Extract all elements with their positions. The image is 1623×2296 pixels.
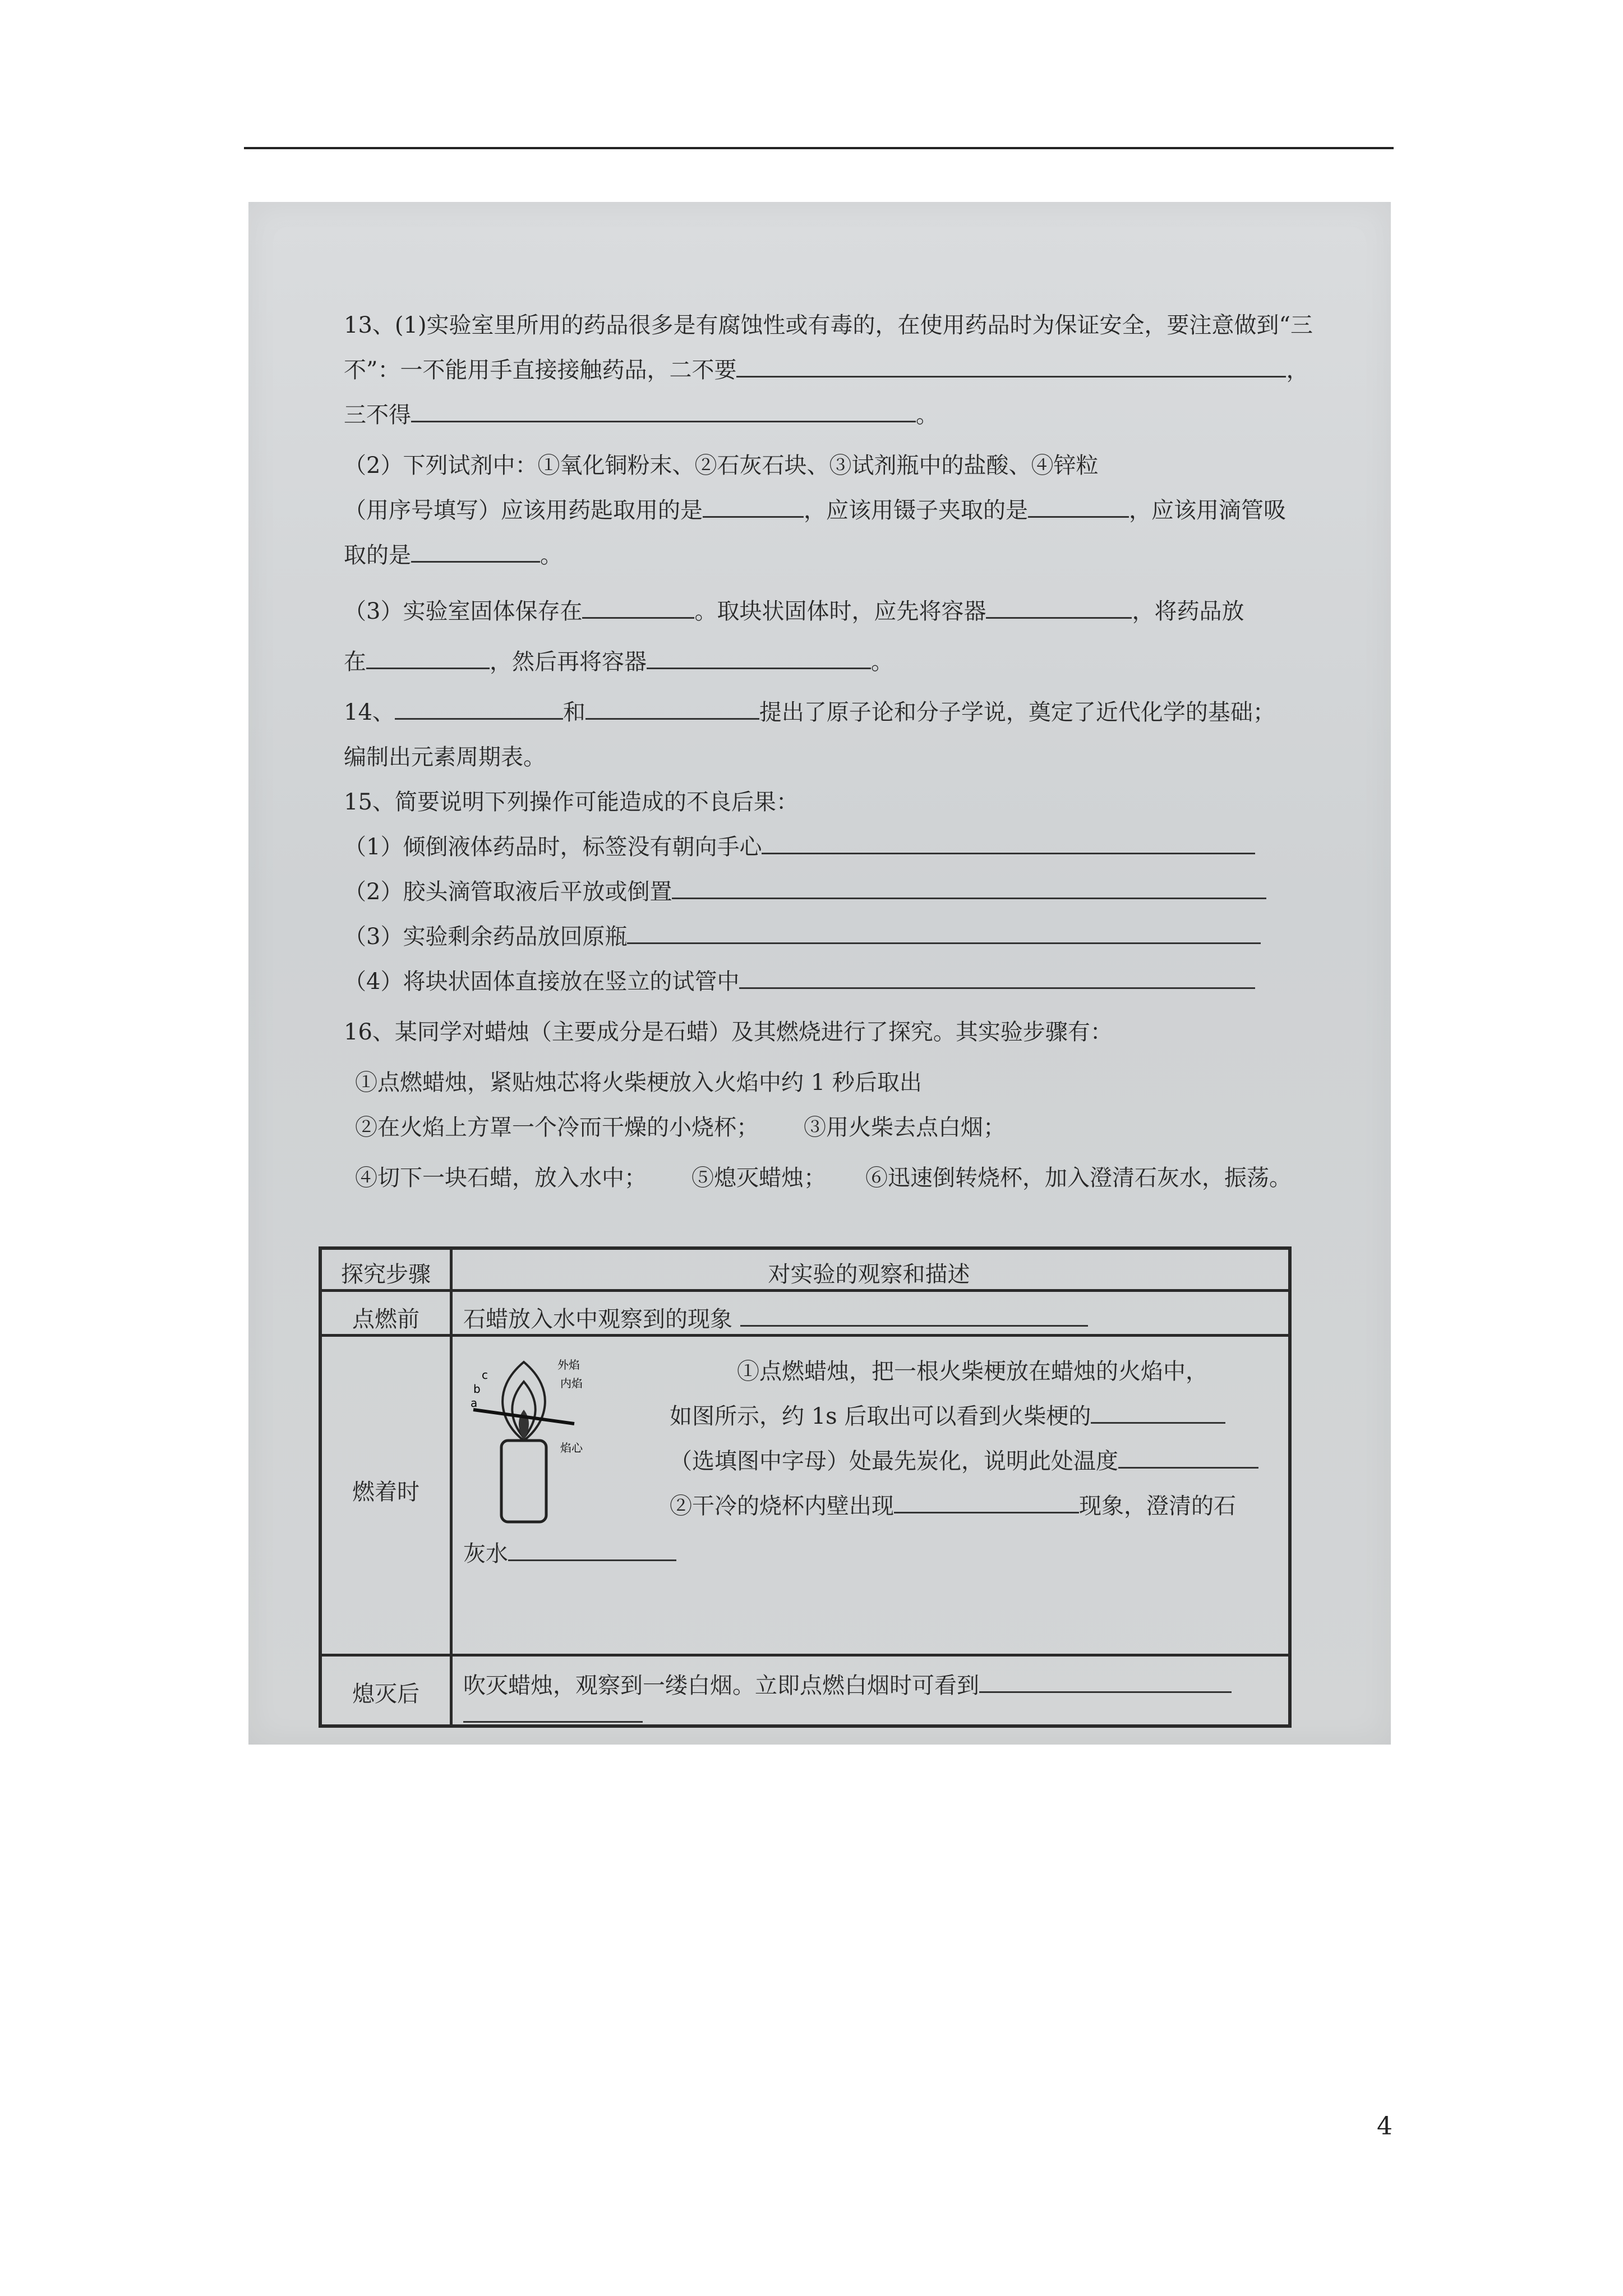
q13-line-1 bbox=[344, 309, 1313, 342]
table-label-burning: 燃着时 bbox=[352, 1479, 419, 1505]
q13-part2-text-2c: ，应该用滴管吸 bbox=[1129, 498, 1286, 523]
experiment-table bbox=[319, 1246, 1292, 1728]
q13-part2-text-2b: ，应该用镊子夹取的是 bbox=[804, 498, 1028, 523]
q13-blank-place[interactable] bbox=[366, 645, 490, 669]
table-row-divider-3 bbox=[322, 1654, 1288, 1657]
q13-text-3-end: 。 bbox=[916, 402, 938, 428]
page-number: 4 bbox=[1377, 2112, 1393, 2141]
q13-text-1: 13、(1)实验室里所用的药品很多是有腐蚀性或有毒的，在使用药品时为保证安全，要注意做到“三 bbox=[344, 312, 1313, 338]
letter-b: b bbox=[473, 1382, 481, 1396]
table-label-before: 点燃前 bbox=[352, 1306, 419, 1332]
q16-title bbox=[344, 1015, 1113, 1049]
table-burning-text-5: 灰水 bbox=[463, 1541, 508, 1567]
q14-line-1 bbox=[344, 696, 1275, 729]
q14-text-1a: 14、 bbox=[344, 700, 395, 725]
candle-flame-figure bbox=[462, 1356, 591, 1525]
table-blank-limewater[interactable] bbox=[508, 1537, 676, 1561]
candle-body bbox=[501, 1441, 546, 1522]
q13-part2-text-1: （2）下列试剂中：①氧化铜粉末、②石灰石块、③试剂瓶中的盐酸、④锌粒 bbox=[344, 453, 1099, 478]
q15-item-3 bbox=[344, 920, 1261, 954]
q15-item-4-text: （4）将块状固体直接放在竖立的试管中 bbox=[344, 969, 740, 995]
table-header-step: 探究步骤 bbox=[341, 1262, 431, 1287]
q13-part3-text-1c: ，将药品放 bbox=[1132, 599, 1244, 624]
q13-part2-text-3a: 取的是 bbox=[344, 542, 411, 568]
q13-part2-line-3 bbox=[344, 539, 562, 572]
table-burning-line-4 bbox=[670, 1488, 1236, 1520]
q15-item-1-text: （1）倾倒液体药品时，标签没有朝向手心 bbox=[344, 834, 762, 860]
q13-line-3 bbox=[344, 398, 938, 432]
q13-part3-text-2b: ，然后再将容器 bbox=[490, 649, 647, 675]
q14-text-1c: 提出了原子论和分子学说，奠定了近代化学的基础； bbox=[759, 700, 1275, 725]
q15-blank-2[interactable] bbox=[672, 875, 1266, 899]
q13-blank-tweezers[interactable] bbox=[1028, 494, 1129, 518]
q14-blank-1[interactable] bbox=[395, 696, 563, 720]
q15-item-1 bbox=[344, 830, 1255, 864]
q16-step-3-text: ③用火柴去点白烟； bbox=[804, 1115, 1006, 1140]
q13-blank-container[interactable] bbox=[986, 595, 1132, 619]
q13-part3-line-1 bbox=[344, 595, 1244, 628]
table-row-divider-1 bbox=[322, 1289, 1288, 1292]
q13-part3-text-2a: 在 bbox=[344, 649, 366, 675]
q16-step-2-text: ②在火焰上方罩一个冷而干燥的小烧杯； bbox=[355, 1115, 759, 1140]
q14-text-1b: 和 bbox=[562, 700, 585, 725]
q16-step-4-text: ④切下一块石蜡，放入水中； bbox=[355, 1165, 647, 1191]
q13-text-3: 三不得 bbox=[344, 402, 411, 428]
table-row-before-text: 石蜡放入水中观察到的现象 bbox=[463, 1306, 732, 1332]
q13-blank-spoon[interactable] bbox=[703, 494, 804, 518]
letter-a: a bbox=[471, 1396, 478, 1410]
q15-item-2-text: （2）胶头滴管取液后平放或倒置 bbox=[344, 879, 672, 905]
q13-part2-text-2a: （用序号填写）应该用药匙取用的是 bbox=[344, 498, 703, 523]
q16-step-1-text: ①点燃蜡烛，紧贴烛芯将火柴梗放入火焰中约 1 秒后取出 bbox=[355, 1070, 922, 1096]
q16-step-6-text: ⑥迅速倒转烧杯，加入澄清石灰水，振荡。 bbox=[865, 1165, 1292, 1191]
label-inner-flame: 内焰 bbox=[560, 1377, 583, 1390]
table-row-divider-2 bbox=[322, 1334, 1288, 1337]
q13-blank-then[interactable] bbox=[647, 645, 871, 669]
q13-line-2 bbox=[344, 353, 1308, 387]
table-burning-line-2 bbox=[670, 1398, 1225, 1430]
label-flame-core: 焰心 bbox=[560, 1441, 583, 1455]
q13-part2-line-2 bbox=[344, 494, 1286, 527]
q13-part2-line-1 bbox=[344, 449, 1098, 482]
table-row-after bbox=[463, 1668, 1232, 1700]
q13-blank-3[interactable] bbox=[411, 398, 916, 422]
label-outer-flame: 外焰 bbox=[557, 1358, 580, 1372]
header-rule bbox=[244, 147, 1394, 149]
letter-c: c bbox=[482, 1368, 488, 1382]
table-burning-text-3: （选填图中字母）处最先炭化，说明此处温度 bbox=[670, 1448, 1118, 1474]
table-blank-charred-part[interactable] bbox=[1091, 1400, 1225, 1424]
q15-blank-3[interactable] bbox=[627, 920, 1261, 944]
q15-blank-4[interactable] bbox=[739, 965, 1255, 989]
q16-step-1 bbox=[355, 1066, 922, 1099]
table-row-after-text: 吹灭蜡烛，观察到一缕白烟。立即点燃白烟时可看到 bbox=[463, 1673, 979, 1699]
table-burning-line-1: ①点燃蜡烛，把一根火柴梗放在蜡烛的火焰中， bbox=[737, 1359, 1208, 1384]
table-label-after: 熄灭后 bbox=[352, 1681, 419, 1707]
table-header-observation: 对实验的观察和描述 bbox=[768, 1262, 970, 1287]
worksheet-photo bbox=[248, 202, 1391, 1745]
table-blank-before[interactable] bbox=[740, 1303, 1088, 1327]
q13-part3-text-1a: （3）实验室固体保存在 bbox=[344, 599, 583, 624]
q13-part3-text-1b: 。取块状固体时，应先将容器 bbox=[694, 599, 986, 624]
q15-blank-1[interactable] bbox=[762, 830, 1255, 854]
q15-title bbox=[344, 785, 799, 819]
table-row-after-line-2 bbox=[463, 1699, 643, 1728]
q13-part3-line-2 bbox=[344, 645, 893, 679]
table-burning-line-5 bbox=[463, 1536, 676, 1568]
table-burning-text-2: 如图所示，约 1s 后取出可以看到火柴梗的 bbox=[670, 1404, 1091, 1429]
table-row-before bbox=[463, 1301, 1088, 1333]
q14-line-2 bbox=[344, 740, 546, 774]
q15-item-2 bbox=[344, 875, 1266, 909]
table-blank-beaker-wall[interactable] bbox=[894, 1489, 1079, 1513]
q13-blank-dropper[interactable] bbox=[411, 539, 540, 563]
table-blank-after-2[interactable] bbox=[463, 1699, 643, 1723]
q14-text-2: 编制出元素周期表。 bbox=[344, 744, 546, 770]
table-blank-temperature[interactable] bbox=[1118, 1444, 1258, 1469]
q14-blank-2[interactable] bbox=[585, 696, 759, 720]
table-burning-text-4b: 现象，澄清的石 bbox=[1079, 1493, 1236, 1519]
q16-step-5-text: ⑤熄灭蜡烛； bbox=[691, 1165, 826, 1191]
q16-steps-2-3 bbox=[355, 1111, 1006, 1144]
q16-title-text: 16、某同学对蜡烛（主要成分是石蜡）及其燃烧进行了探究。其实验步骤有： bbox=[344, 1019, 1113, 1045]
table-burning-line-3 bbox=[670, 1443, 1258, 1475]
q13-part3-text-2c: 。 bbox=[871, 649, 893, 675]
table-blank-after-1[interactable] bbox=[979, 1669, 1232, 1693]
q13-part2-text-3b: 。 bbox=[540, 542, 562, 568]
q16-steps-4-6 bbox=[355, 1161, 1292, 1195]
q15-title-text: 15、简要说明下列操作可能造成的不良后果： bbox=[344, 789, 799, 815]
q13-text-2: 不”：一不能用手直接接触药品，二不要 bbox=[344, 357, 737, 383]
q13-text-2-end: ， bbox=[1286, 357, 1309, 383]
q15-item-4 bbox=[344, 965, 1255, 999]
q13-blank-2[interactable] bbox=[736, 353, 1286, 378]
table-burning-text-4a: ②干冷的烧杯内壁出现 bbox=[670, 1493, 894, 1519]
q13-blank-storage[interactable] bbox=[582, 595, 694, 619]
q15-item-3-text: （3）实验剩余药品放回原瓶 bbox=[344, 924, 628, 950]
